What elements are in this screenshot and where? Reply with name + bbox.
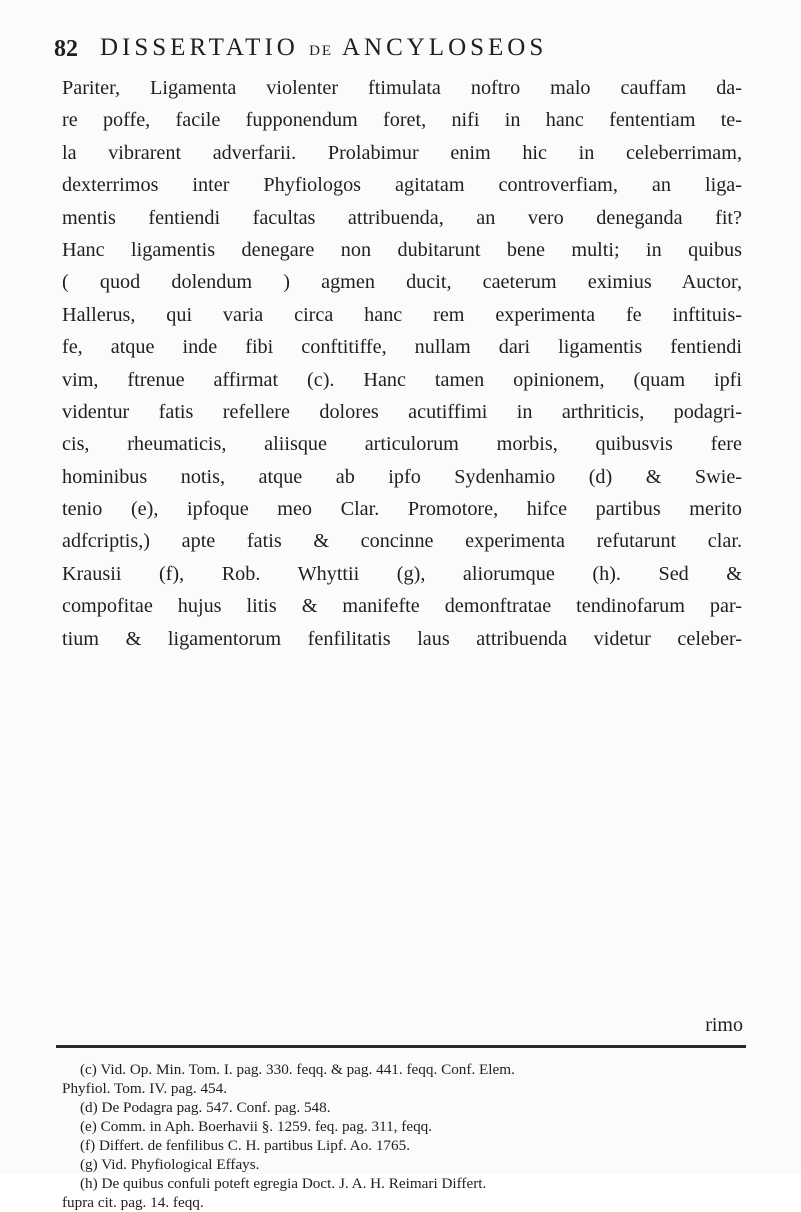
text-line: Pariter, Ligamenta violenter ftimulata noftro malo cauffam da- (62, 77, 742, 99)
footnote-h-continued: fupra cit. pag. 14. feqq. (62, 1194, 204, 1211)
text-line: videntur fatis refellere dolores acutiffimi in arthriticis, podagri- (62, 400, 742, 423)
text-line: fe, atque inde fibi conftitiffe, nullam dari ligamentis fentiendi (62, 336, 742, 359)
page-header (54, 28, 754, 68)
text-line: ( quod dolendum ) agmen ducit, caeterum eximius Auctor, (62, 271, 742, 294)
footnote-e: (e) Comm. in Aph. Boerhavii §. 1259. feq. pag. 311, feqq. (80, 1118, 433, 1135)
text-line: dexterrimos inter Phyfiologos agitatam controverfiam, an liga- (62, 174, 742, 197)
text-line: cis, rheumaticis, aliisque articulorum morbis, quibusvis fere (62, 433, 742, 456)
text-line: hominibus notis, atque ab ipfo Sydenhamio (d) & Swie- (62, 465, 742, 488)
footnotes (62, 1060, 742, 1212)
footnote-c: (c) Vid. Op. Min. Tom. I. pag. 330. feqq. & pag. 441. feqq. Conf. Elem. (80, 1061, 515, 1078)
footnote-f: (f) Differt. de fenfilibus C. H. partibus Lipf. Ao. 1765. (80, 1137, 410, 1154)
catchword: rimo (705, 1014, 743, 1036)
text-line: tenio (e), ipfoque meo Clar. Promotore, hifce partibus merito (62, 498, 742, 521)
footnote-d: (d) De Podagra pag. 547. Conf. pag. 548. (80, 1099, 331, 1116)
footnote-h: (h) De quibus confuli poteft egregia Doct. J. A. H. Reimari Differt. (80, 1175, 487, 1192)
text-line: adfcriptis,) apte fatis & concinne experimenta refutarunt clar. (62, 530, 742, 553)
text-line: vim, ftrenue affirmat (c). Hanc tamen opinionem, (quam ipfi (62, 368, 742, 391)
footnote-divider (56, 1045, 746, 1048)
text-line: la vibrarent adverfarii. Prolabimur enim hic in celeberrimam, (62, 141, 742, 164)
running-head-title-2: ANCYLOSEOS (341, 34, 548, 61)
text-line: Krausii (f), Rob. Whyttii (g), aliorumque (h). Sed & (62, 562, 742, 585)
text-line: Hanc ligamentis denegare non dubitarunt bene multi; in quibus (62, 238, 742, 261)
text-line: mentis fentiendi facultas attribuenda, an vero deneganda fit? (62, 206, 742, 229)
text-line: tium & ligamentorum fenfilitatis laus attribuenda videtur celeber- (62, 627, 742, 650)
running-head-de: DE (309, 43, 334, 59)
text-line: re poffe, facile fupponendum foret, nifi in hanc fententiam te- (62, 109, 742, 132)
footnote-c-continued: Phyfiol. Tom. IV. pag. 454. (62, 1080, 228, 1097)
text-line: compofitae hujus litis & manifefte demonftratae tendinofarum par- (62, 595, 742, 618)
page-number: 82 (54, 36, 78, 62)
running-head (100, 34, 547, 62)
footnote-g: (g) Vid. Phyfiological Effays. (80, 1156, 260, 1173)
running-head-title-1: DISSERTATIO (100, 34, 299, 61)
text-line: Hallerus, qui varia circa hanc rem experimenta fe inftituis- (62, 303, 742, 326)
main-paragraph (62, 72, 742, 655)
